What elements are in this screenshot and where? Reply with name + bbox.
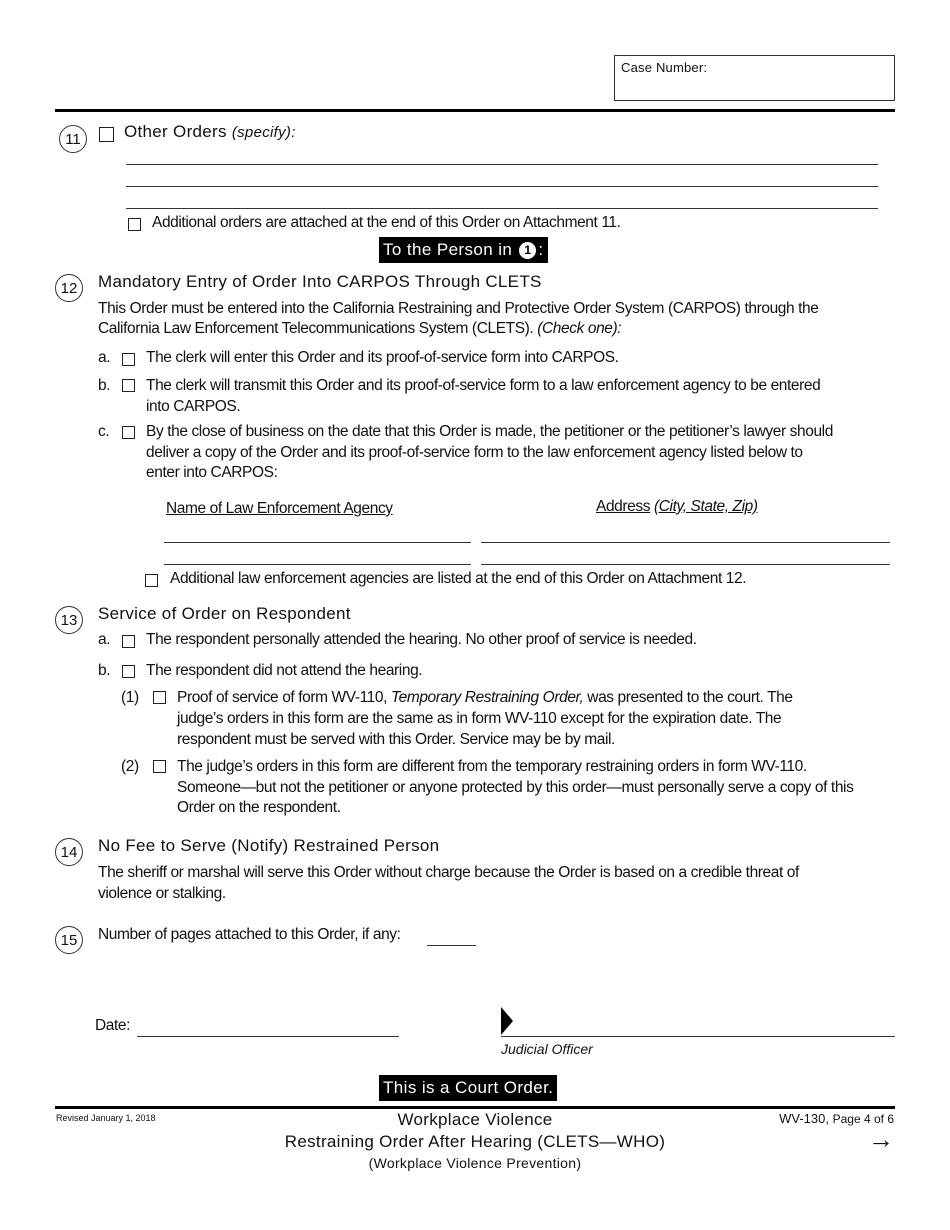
item-11-number: 11 <box>59 125 87 153</box>
case-number-label: Case Number: <box>621 60 708 75</box>
agency-address-line-2[interactable] <box>481 564 890 565</box>
judicial-officer-label: Judicial Officer <box>501 1041 593 1057</box>
other-orders-line-3[interactable] <box>126 208 878 209</box>
item-12-c-line-3: enter into CARPOS: <box>146 464 278 481</box>
pages-attached-field[interactable] <box>427 945 476 946</box>
page-number: Page 4 of 6 <box>832 1112 894 1126</box>
item-12-b-line-2: into CARPOS. <box>146 398 241 415</box>
next-page-arrow-icon[interactable]: → <box>868 1124 894 1154</box>
item-14-line-1: The sheriff or marshal will serve this Order without charge because the Order is based on a credible threat of <box>98 864 799 881</box>
item-12-attachment-text: Additional law enforcement agencies are listed at the end of this Order on Attachment 12. <box>170 570 747 587</box>
date-label: Date: <box>95 1017 131 1034</box>
item-13-a-label: a. <box>98 631 111 648</box>
item-12-title: Mandatory Entry of Order Into CARPOS Through CLETS <box>98 272 542 291</box>
item-13-a-checkbox[interactable] <box>122 635 135 648</box>
item-11-title: Other Orders (specify): <box>124 122 296 141</box>
item-11-attachment-checkbox[interactable] <box>128 218 141 231</box>
item-12-intro-line-2: California Law Enforcement Telecommunications System (CLETS). (Check one): <box>98 320 622 337</box>
person-1-circle: 1 <box>519 242 536 259</box>
item-13-b1-line-1: Proof of service of form WV-110, Temporary Restraining Order, was presented to the court. The <box>177 689 793 706</box>
other-orders-line-1[interactable] <box>126 164 878 165</box>
item-12-intro-line-1: This Order must be entered into the California Restraining and Protective Order System (CARPOS) through the <box>98 300 819 317</box>
item-13-b1-line-2: judge’s orders in this form are the same as in form WV-110 except for the expiration date. The <box>177 710 782 727</box>
item-12-c-line-1: By the close of business on the date that this Order is made, the petitioner or the petitioner’s lawyer should <box>146 423 833 440</box>
revised-date: Revised January 1, 2018 <box>56 1113 156 1123</box>
item-13-title: Service of Order on Respondent <box>98 604 351 623</box>
item-12-b-label: b. <box>98 377 111 394</box>
item-13-b1-checkbox[interactable] <box>153 691 166 704</box>
item-13-b2-line-3: Order on the respondent. <box>177 799 341 816</box>
item-13-b2-line-1: The judge’s orders in this form are different from the temporary restraining orders in form WV-110. <box>177 758 807 775</box>
header-rule <box>55 109 895 112</box>
item-14-line-2: violence or stalking. <box>98 885 226 902</box>
item-12-c-label: c. <box>98 423 110 440</box>
to-the-person-banner: To the Person in 1 : <box>379 237 548 263</box>
item-12-number: 12 <box>55 274 83 302</box>
item-15-text: Number of pages attached to this Order, if any: <box>98 926 401 943</box>
item-12-a-text: The clerk will enter this Order and its proof-of-service form into CARPOS. <box>146 349 619 366</box>
judicial-officer-signature-line[interactable] <box>501 1036 895 1037</box>
item-12-a-label: a. <box>98 349 111 366</box>
agency-name-line-1[interactable] <box>164 542 471 543</box>
item-13-b2-checkbox[interactable] <box>153 760 166 773</box>
item-11-checkbox[interactable] <box>99 127 114 142</box>
item-14-title: No Fee to Serve (Notify) Restrained Person <box>98 836 440 855</box>
agency-column-label: Name of Law Enforcement Agency <box>166 500 393 517</box>
item-13-b2-label: (2) <box>121 758 139 775</box>
item-11-attachment-text: Additional orders are attached at the end of this Order on Attachment 11. <box>152 214 621 231</box>
item-13-b-text: The respondent did not attend the hearing. <box>146 662 423 679</box>
item-14-number: 14 <box>55 838 83 866</box>
footer-title-1: Workplace Violence <box>397 1110 553 1129</box>
item-12-c-line-2: deliver a copy of the Order and its proof-of-service form to the law enforcement agency listed below to <box>146 444 803 461</box>
item-13-b1-label: (1) <box>121 689 139 706</box>
agency-name-line-2[interactable] <box>164 564 471 565</box>
footer-title-3: (Workplace Violence Prevention) <box>368 1155 582 1171</box>
item-13-a-text: The respondent personally attended the hearing. No other proof of service is needed. <box>146 631 697 648</box>
item-12-c-checkbox[interactable] <box>122 426 135 439</box>
item-13-b-checkbox[interactable] <box>122 665 135 678</box>
agency-address-line-1[interactable] <box>481 542 890 543</box>
signature-arrow-icon <box>501 1007 513 1035</box>
item-12-b-checkbox[interactable] <box>122 379 135 392</box>
other-orders-line-2[interactable] <box>126 186 878 187</box>
item-13-b2-line-2: Someone—but not the petitioner or anyone protected by this order—must personally serve a copy of this <box>177 779 854 796</box>
footer-rule <box>55 1106 895 1109</box>
court-order-banner: This is a Court Order. <box>379 1075 557 1101</box>
date-field[interactable] <box>137 1036 399 1037</box>
footer-title-2: Restraining Order After Hearing (CLETS—WHO) <box>284 1132 666 1151</box>
item-12-attachment-checkbox[interactable] <box>145 574 158 587</box>
form-id: WV-130, <box>779 1111 829 1126</box>
item-13-b-label: b. <box>98 662 111 679</box>
item-13-number: 13 <box>55 606 83 634</box>
item-12-b-line-1: The clerk will transmit this Order and its proof-of-service form to a law enforcement agency to be entered <box>146 377 821 394</box>
case-number-box[interactable] <box>614 55 895 101</box>
item-13-b1-line-3: respondent must be served with this Order. Service may be by mail. <box>177 731 615 748</box>
item-15-number: 15 <box>55 926 83 954</box>
item-12-a-checkbox[interactable] <box>122 353 135 366</box>
address-column-label: Address (City, State, Zip) <box>596 498 758 515</box>
